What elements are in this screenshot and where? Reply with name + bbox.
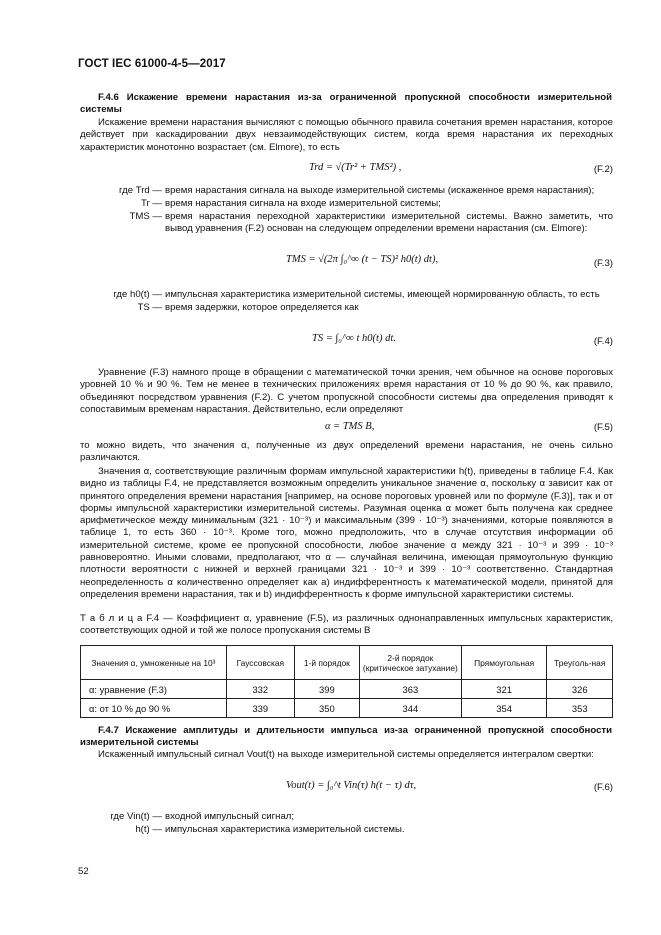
table-caption: Т а б л и ц а F.4 — Коэффициент α, уравнение (F.5), из различных однонаправленных импульсных характеристик, соответствующих одной и той же полосе пропускания системы B	[80, 613, 613, 637]
equation-number-f2: (F.2)	[593, 164, 613, 175]
table-cell: α: от 10 % до 90 %	[81, 699, 227, 718]
table-cell: 326	[547, 680, 613, 699]
definition-symbol: Tr —	[141, 198, 162, 209]
table-cell: 344	[359, 699, 461, 718]
table-header-cell: Значения α, умноженные на 10³	[81, 646, 227, 680]
table-cell: 354	[461, 699, 547, 718]
definition-text: входной импульсный сигнал;	[165, 811, 295, 822]
table-cell: 363	[359, 680, 461, 699]
table-cell: 332	[226, 680, 294, 699]
definition-symbol: где Trd —	[119, 185, 162, 196]
equation-number-f5: (F.5)	[593, 422, 613, 433]
table-cell: 399	[294, 680, 359, 699]
paragraph-f46-4: Значения α, соответствующие различным формам импульсной характеристики h(t), приведены в таблице F.4. Как видно из таблицы F.4, не представляется возможным определить уникальное значение α, поскольку α зависит как от принятого определения времени нарастания [например, на основе пороговых уровней или по формуле (F.3)], так и от формы импульсной характеристики измерительной системы. Разумная оценка α может быть получена как среднее арифметическое между минимальным (321 · 10⁻³) и максимальным (399 · 10⁻³) значениями, которые появляются в таблице 1, то есть 360 · 10⁻³. Кроме того, можно предположить, что в случае отсутствия информации об измерительной системе, кроме ее пропускной способности, любое значение α между 321 · 10⁻³ и 399 · 10⁻³ равновероятно. Иными словами, предполагают, что α — случайная величина, имеющая прямоугольную функцию плотности вероятности с нижней и верхней границами 321 · 10⁻³ и 399 · 10⁻³ соответственно. Стандартная неопределенность α количественно определяет как а) индифферентность к математической модели, принятой для определения времени нарастания, так и b) индифферентность к форме импульсной характеристики системы.	[80, 466, 613, 600]
table-row	[81, 699, 613, 718]
section-heading-f46: F.4.6 Искажение времени нарастания из-за ограниченной пропускной способности измерительной системы	[80, 92, 612, 115]
table-cell: α: уравнение (F.3)	[81, 680, 227, 699]
equation-number-f6: (F.6)	[593, 782, 613, 793]
table-header-cell: Гауссовская	[226, 646, 294, 680]
equation-f4: TS = ∫₀^∞ t h0(t) dt.	[312, 333, 396, 344]
paragraph-f46-2: Уравнение (F.3) намного проще в обращении с математической точки зрения, чем обычное на основе пороговых уровней 10 % и 90 %. Тем не менее в технических приложениях время нарастания от 10 % до 90 %, как правило, объединяют посредством уравнения (F.2). С учетом пропускной способности системы два определения приводят к сопоставимым временам нарастания. Действительно, если определяют	[80, 367, 613, 415]
table-header-cell: Треуголь-ная	[547, 646, 613, 680]
definition-text: импульсная характеристика измерительной системы, имеющей нормированную область, то есть	[165, 289, 600, 300]
definition-text: время нарастания сигнала на выходе измерительной системы (искаженное время нарастания);	[165, 185, 595, 196]
equation-f2: Trd = √(Tr² + TMS²) ,	[309, 162, 402, 173]
definition-symbol: где Vin(t) —	[110, 811, 162, 822]
table-cell: 353	[547, 699, 613, 718]
table-header-row	[81, 646, 613, 680]
equation-number-f3: (F.3)	[593, 258, 613, 269]
page-number: 52	[78, 866, 89, 877]
definition-text: импульсная характеристика измерительной системы.	[165, 824, 405, 835]
definition-symbol: TMS —	[129, 211, 162, 222]
paragraph-f46-1: Искажение времени нарастания вычисляют с помощью обычного правила сочетания времен нарастания, которое действует при каскадировании двух невзаимодействующих систем, когда время нарастания их переходных характеристик монотонно возрастает (см. Elmore), то есть	[80, 117, 613, 153]
table-row	[81, 680, 613, 699]
equation-f5: α = TMS B,	[325, 421, 375, 432]
equation-f6: Vout(t) = ∫₀^t Vin(τ) h(t − τ) dτ,	[286, 780, 417, 791]
definition-text: время нарастания переходной характеристики измерительной системы. Важно заметить, что вывод уравнения (F.2) основан на следующем определении времени нарастания (см. Elmore):	[165, 211, 613, 235]
definition-symbol: TS —	[137, 302, 162, 313]
section-heading-f47: F.4.7 Искажение амплитуды и длительности импульса из-за ограниченной пропускной способности измерительной системы	[80, 725, 612, 748]
table-header-cell: 2-й порядок (критическое затухание)	[359, 646, 461, 680]
table-cell: 339	[226, 699, 294, 718]
equation-number-f4: (F.4)	[593, 336, 613, 347]
paragraph-f47-1: Искаженный импульсный сигнал Vout(t) на выходе измерительной системы определяется интегралом свертки:	[98, 749, 594, 760]
definition-symbol: где h0(t) —	[113, 289, 162, 300]
table-header-cell: Прямоугольная	[461, 646, 547, 680]
table-header-cell: 1-й порядок	[294, 646, 359, 680]
table-f4	[80, 645, 613, 718]
equation-f3: TMS = √(2π ∫₀^∞ (t − TS)² h0(t) dt),	[286, 254, 439, 265]
paragraph-f46-3: то можно видеть, что значения α, полученные из двух определений времени нарастания, не очень сильно различаются.	[80, 440, 613, 464]
document-header: ГОСТ IEC 61000-4-5—2017	[78, 58, 226, 70]
table-cell: 350	[294, 699, 359, 718]
table-cell: 321	[461, 680, 547, 699]
definition-symbol: h(t) —	[135, 824, 162, 835]
definition-text: время нарастания сигнала на входе измерительной системы;	[165, 198, 441, 209]
definition-text: время задержки, которое определяется как	[165, 302, 359, 313]
